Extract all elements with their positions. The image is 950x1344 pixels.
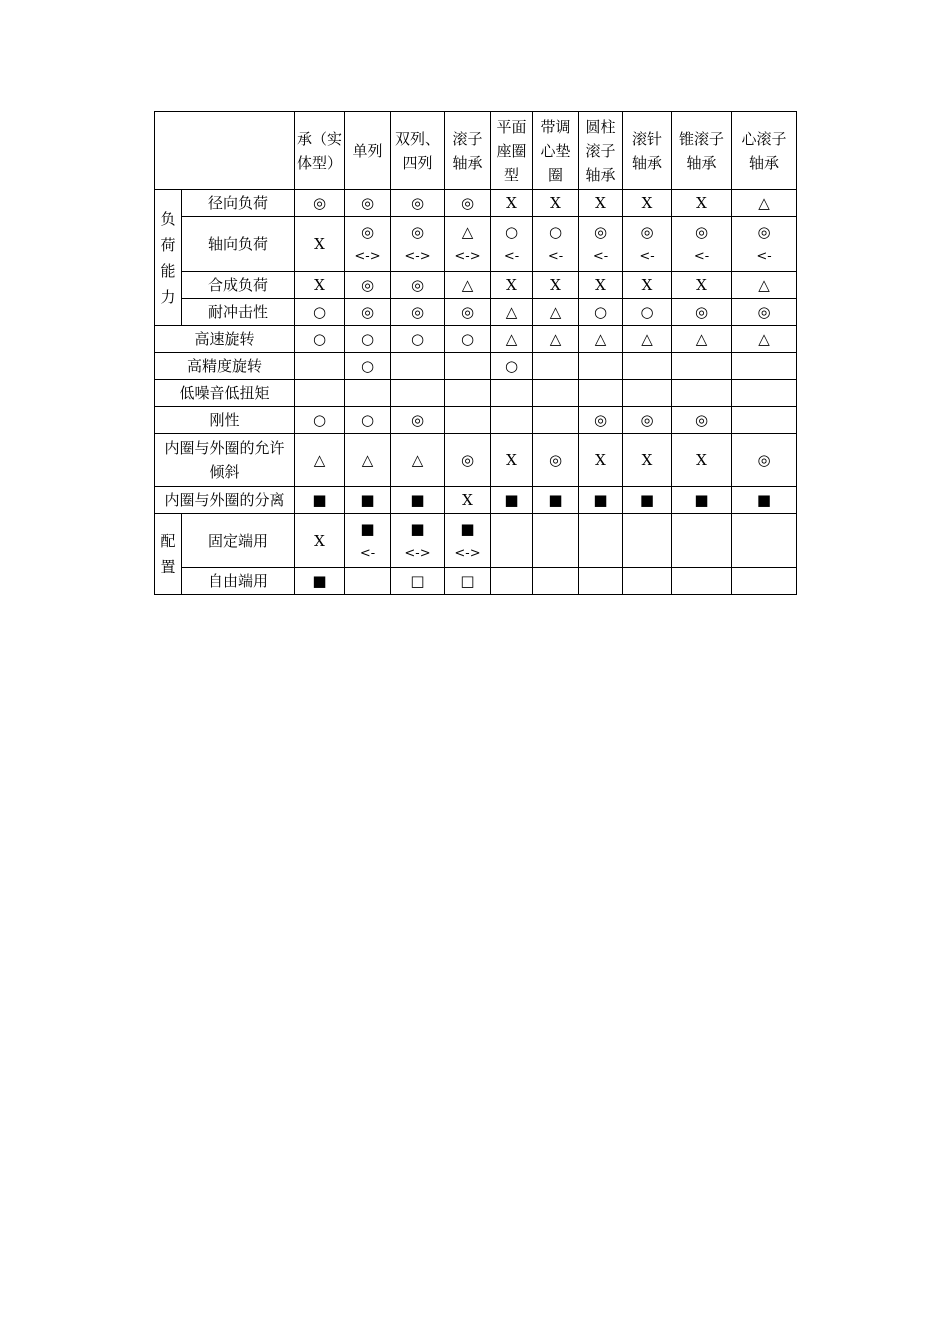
rating-cell [445,568,491,595]
column-header-line: 型 [503,165,519,184]
rating-cell [579,487,623,514]
direction-marker: <- [756,249,772,264]
rating-cell [579,299,623,326]
rating-symbol: ■ [504,491,519,509]
rating-cell [491,299,533,326]
rating-cell [623,217,672,272]
rating-symbol: ■ [639,491,655,509]
rating-cell [533,568,579,595]
rating-symbol: X [696,194,707,212]
row-label-line: 倾斜 [209,463,240,481]
rating-symbol: △ [461,276,474,294]
rating-cell [672,487,732,514]
rating-cell [672,407,732,434]
rating-cell [672,434,732,487]
rating-symbol: ◎ [694,223,709,241]
rating-symbol: ○ [410,330,425,348]
rating-symbol: △ [641,330,653,348]
rating-symbol: ○ [312,303,327,321]
rating-symbol: ◎ [360,194,375,212]
rating-symbol: △ [549,330,562,348]
rating-symbol: X [506,451,517,469]
rating-symbol: ○ [360,330,375,348]
rating-symbol: ◎ [410,303,425,321]
row-label: 高速旋转 [155,326,295,353]
rating-symbol: △ [594,330,607,348]
rating-cell [672,568,732,595]
table-row [155,326,797,353]
group-char: 荷 [160,235,176,254]
rating-symbol: ◎ [410,194,425,212]
rating-symbol: ◎ [360,303,375,321]
column-header-line: 四列 [402,153,433,172]
column-header [295,112,345,190]
rating-symbol: △ [505,303,518,321]
rating-symbol: ○ [548,223,563,241]
rating-symbol: ◎ [548,451,563,469]
rating-symbol: ○ [360,411,375,429]
rating-cell [491,353,533,380]
column-header-line: 锥滚子 [678,129,724,148]
table-row [155,299,797,326]
rating-symbol: △ [461,223,474,241]
rating-cell [672,514,732,568]
rating-symbol: ○ [360,357,375,375]
rating-cell [445,407,491,434]
rating-cell [672,190,732,217]
rating-cell [732,407,797,434]
rating-cell [491,217,533,272]
row-label: 固定端用 [182,514,295,568]
rating-symbol: ◎ [410,276,425,294]
rating-cell [391,407,445,434]
rating-cell [533,272,579,299]
direction-marker: <-> [354,249,381,264]
rating-cell [445,190,491,217]
rating-cell [732,326,797,353]
rating-symbol: △ [695,330,708,348]
rating-cell [732,272,797,299]
rating-cell [732,299,797,326]
table-row [155,272,797,299]
rating-symbol: ○ [640,303,654,321]
rating-symbol: ◎ [312,194,327,212]
rating-symbol: X [641,194,653,212]
rating-cell [533,353,579,380]
rating-symbol: ◎ [360,276,375,294]
column-header-line: 滚子 [452,129,483,148]
column-header-line: 轴承 [748,153,779,172]
rating-cell [295,487,345,514]
rating-cell [295,353,345,380]
rating-symbol: △ [549,303,562,321]
rating-symbol: ◎ [694,411,709,429]
header-row [155,112,797,190]
direction-marker: <- [693,249,710,264]
rating-cell [623,407,672,434]
rating-cell [295,326,345,353]
rating-symbol: X [696,451,707,469]
rating-cell [391,190,445,217]
rating-cell [295,272,345,299]
column-header-line: 轴承 [686,153,717,172]
column-header [345,112,391,190]
rating-symbol: ◎ [593,223,608,241]
column-header [445,112,491,190]
rating-symbol: X [641,276,653,294]
rating-cell [295,568,345,595]
rating-cell [672,299,732,326]
rating-symbol: ◎ [640,411,654,429]
row-label: 径向负荷 [182,190,295,217]
rating-cell [579,217,623,272]
rating-cell [623,514,672,568]
direction-marker: <- [547,249,564,264]
row-label: 合成负荷 [182,272,295,299]
rating-symbol: ◎ [410,411,425,429]
table-row [155,353,797,380]
table-row [155,217,797,272]
rating-cell [445,514,491,568]
rating-cell [672,353,732,380]
column-header-line: 轴承 [452,153,483,172]
rating-cell [345,272,391,299]
rating-cell [623,190,672,217]
rating-cell [623,487,672,514]
rating-cell [623,353,672,380]
column-header-line: 滚子 [585,141,616,160]
rating-cell [295,407,345,434]
rating-cell [345,487,391,514]
rating-cell [295,434,345,487]
rating-symbol: ■ [548,491,563,509]
rating-symbol: △ [505,330,518,348]
rating-cell [579,568,623,595]
configuration-group-label [155,514,182,595]
rating-symbol: ◎ [410,223,425,241]
rating-cell [672,217,732,272]
column-header-line: 体型） [296,153,342,172]
rating-cell [732,217,797,272]
rating-symbol: X [462,491,473,509]
rating-symbol: ◎ [694,303,709,321]
direction-marker: <- [359,545,376,561]
rating-cell [345,568,391,595]
rating-cell [445,326,491,353]
rating-cell [491,380,533,407]
rating-symbol: ■ [360,491,375,509]
rating-cell [391,487,445,514]
rating-symbol: ◎ [460,451,475,469]
row-label: 低噪音低扭矩 [155,380,295,407]
bearing-characteristics-table [154,111,797,595]
column-header [732,112,797,190]
rating-cell [295,217,345,272]
rating-symbol: ◎ [460,194,475,212]
group-char: 配 [160,532,176,550]
rating-cell [445,380,491,407]
rating-cell [391,272,445,299]
rating-symbol: ○ [312,330,327,348]
rating-cell [533,380,579,407]
direction-marker: <-> [404,249,431,264]
rating-cell [345,514,391,568]
rating-cell [533,190,579,217]
rating-cell [491,514,533,568]
rating-cell [491,434,533,487]
rating-cell [623,299,672,326]
row-label-line: 内圈与外圈的允许 [164,439,285,457]
column-header-line: 平面 [496,117,527,136]
rating-cell [533,407,579,434]
column-header-line: 心垫 [540,141,571,160]
rating-symbol: X [595,451,606,469]
direction-marker: <-> [454,249,481,264]
rating-cell [533,434,579,487]
column-header-line: 心滚子 [741,129,787,148]
rating-symbol: ■ [312,572,327,590]
rating-symbol: △ [313,451,326,469]
rating-symbol: ■ [593,491,608,509]
column-header-line: 带调 [540,117,571,136]
rating-symbol: X [550,276,561,294]
rating-cell [672,326,732,353]
table-row [155,568,797,595]
direction-marker: <- [592,249,609,264]
rating-symbol: ■ [410,519,425,538]
rating-cell [623,272,672,299]
rating-cell [533,514,579,568]
column-header-line: 双列、 [394,129,440,148]
rating-symbol: ■ [756,491,772,509]
rating-symbol: ◎ [593,411,608,429]
rating-cell [345,299,391,326]
column-header-line: 轴承 [585,165,616,184]
rating-symbol: X [314,276,325,294]
rating-symbol: X [550,194,561,212]
rating-symbol: ■ [410,491,425,509]
rating-symbol: △ [758,276,770,294]
table-row [155,434,797,487]
rating-symbol: X [314,531,325,550]
direction-marker: <- [503,249,520,264]
rating-cell [445,353,491,380]
table-row [155,190,797,217]
rating-cell [732,514,797,568]
rating-symbol: △ [758,330,770,348]
rating-cell [345,407,391,434]
rating-cell [533,326,579,353]
rating-cell [533,487,579,514]
column-header [672,112,732,190]
rating-symbol: ◎ [757,451,771,469]
group-char: 力 [160,287,176,306]
row-label [155,434,295,487]
row-label: 刚性 [155,407,295,434]
rating-symbol: X [696,276,707,294]
column-header-line: 圈 [547,165,563,184]
rating-symbol: ◎ [460,303,475,321]
rating-cell [579,434,623,487]
rating-symbol: □ [410,572,425,590]
table-row [155,514,797,568]
rating-cell [623,568,672,595]
rating-cell [295,190,345,217]
rating-symbol: ◎ [360,223,375,241]
table-row [155,380,797,407]
rating-symbol: ○ [504,223,519,241]
rating-cell [295,380,345,407]
row-label: 高精度旋转 [155,353,295,380]
rating-cell [295,514,345,568]
rating-symbol: X [506,194,517,212]
column-header [491,112,533,190]
rating-cell [732,487,797,514]
rating-cell [391,434,445,487]
rating-cell [672,380,732,407]
rating-cell [445,487,491,514]
rating-symbol: ■ [312,491,327,509]
rating-symbol: X [641,451,653,469]
rating-cell [732,568,797,595]
rating-cell [345,326,391,353]
rating-cell [491,190,533,217]
rating-symbol: ■ [460,519,475,538]
rating-cell [579,407,623,434]
rating-cell [391,326,445,353]
rating-cell [623,326,672,353]
rating-symbol: △ [758,194,770,212]
group-char: 置 [160,558,176,576]
rating-cell [445,272,491,299]
rating-cell [732,434,797,487]
rating-cell [345,190,391,217]
rating-cell [579,353,623,380]
rating-cell [491,272,533,299]
rating-cell [623,380,672,407]
rating-cell [579,380,623,407]
rating-symbol: ○ [460,330,475,348]
rating-cell [623,434,672,487]
direction-marker: <-> [454,545,481,561]
column-header-line: 轴承 [631,153,662,172]
rating-cell [391,568,445,595]
rating-cell [732,353,797,380]
rating-symbol: X [595,194,606,212]
rating-cell [345,217,391,272]
group-char: 能 [160,261,176,280]
rating-cell [391,514,445,568]
column-header [391,112,445,190]
column-header-line: 座圈 [496,141,527,160]
rating-cell [579,190,623,217]
row-label: 耐冲击性 [182,299,295,326]
rating-symbol: ■ [694,491,709,509]
rating-cell [445,299,491,326]
rating-cell [732,190,797,217]
rating-cell [491,568,533,595]
rating-symbol: ○ [504,357,519,375]
column-header-line: 滚针 [631,129,662,148]
rating-symbol: ◎ [640,223,654,241]
rating-cell [391,299,445,326]
rating-symbol: X [595,276,606,294]
rating-symbol: X [506,276,517,294]
rating-cell [391,380,445,407]
rating-cell [579,514,623,568]
rating-cell [491,487,533,514]
rating-cell [533,217,579,272]
row-label: 内圈与外圈的分离 [155,487,295,514]
rating-cell [445,434,491,487]
column-header-line: 圆柱 [585,117,616,136]
rating-cell [533,299,579,326]
rating-cell [345,380,391,407]
rating-symbol: ○ [312,411,327,429]
rating-symbol: △ [361,451,374,469]
row-label: 自由端用 [182,568,295,595]
rating-symbol: ◎ [757,303,771,321]
table-row [155,487,797,514]
rating-symbol: X [314,235,325,253]
column-header-line: 承（实 [296,129,342,148]
row-label: 轴向负荷 [182,217,295,272]
rating-symbol: ○ [593,303,608,321]
column-header [579,112,623,190]
rating-cell [295,299,345,326]
rating-cell [579,272,623,299]
column-header [533,112,579,190]
rating-symbol: ■ [360,519,375,538]
rating-symbol: △ [411,451,424,469]
rating-symbol: □ [460,572,475,590]
rating-cell [491,326,533,353]
rating-cell [672,272,732,299]
rating-cell [391,353,445,380]
rating-cell [391,217,445,272]
rating-cell [345,353,391,380]
direction-marker: <-> [404,545,431,561]
rating-cell [579,326,623,353]
header-corner-cell [155,112,295,190]
column-header [623,112,672,190]
rating-symbol: ◎ [757,223,771,241]
rating-cell [345,434,391,487]
table-row [155,407,797,434]
group-char: 负 [160,209,176,228]
rating-cell [491,407,533,434]
column-header-line: 单列 [352,141,383,160]
direction-marker: <- [639,249,655,264]
load-capacity-group-label [155,190,182,326]
rating-cell [445,217,491,272]
rating-cell [732,380,797,407]
